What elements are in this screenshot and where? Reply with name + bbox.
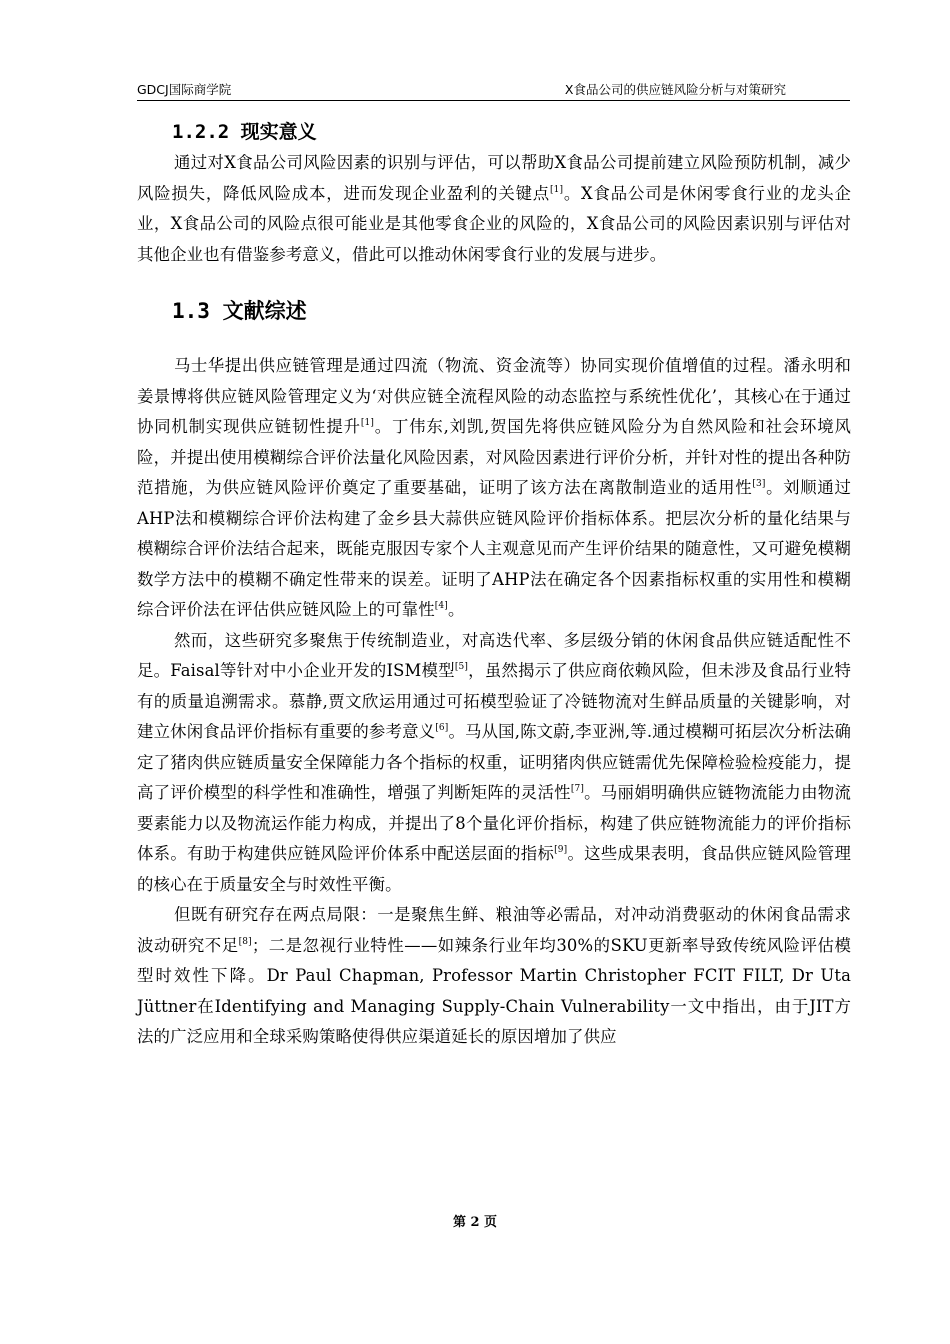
page-number: 第 2 页 (452, 1215, 498, 1230)
citation-ref: [8] (238, 936, 252, 947)
paragraph-lit-review-2 (137, 626, 851, 901)
citation-ref: [4] (434, 601, 448, 611)
text-run: 通过对X食品公司风险因素的识别与评估，可以帮助X食品公司提前建立风险预防机制，减少风险损失，降低风险成本，进而发现企业盈利的关键点 (137, 153, 851, 203)
page-header (137, 78, 850, 101)
text-run: 然而，这些研究多聚焦于传统制造业，对高迭代率、多层级分销的休闲食品供应链适配性不足。Faisal等针对中小企业开发的ISM模型 (137, 630, 851, 680)
citation-ref: [1] (360, 418, 375, 428)
paragraph-lit-review-1 (137, 351, 851, 626)
text-run: ；二是忽视行业特性——如辣条行业年均30%的SKU更新率导致传统风险评估模型时效性下降。Dr Paul Chapman, Professor Martin Christopher FCIT FILT, Dr Uta Jüttner在Identifying and Managing Supply-Chain Vulnerability一文中指出，由于JIT方法的广泛应用和全球采购策略使得供应渠道延长的原因增加了供应 (137, 935, 851, 1046)
citation-ref: [6] (435, 723, 449, 733)
text-run: 。 (447, 600, 465, 619)
text-run: 。X食品公司是休闲零食行业的龙头企业，X食品公司的风险点很可能业是其他零食企业的风险的，X食品公司的风险因素识别与评估对其他企业也有借鉴参考意义，借此可以推动休闲零食行业的发展与进步。 (137, 183, 851, 264)
text-run: 。这些成果表明，食品供应链风险管理的核心在于质量安全与时效性平衡。 (137, 844, 851, 894)
text-run: 。丁伟东,刘凯,贺国先将供应链风险分为自然风险和社会环境风险，并提出使用模糊综合评价法量化风险因素，对风险因素进行评价分析，并针对性的提出各种防范措施，为供应链风险评价奠定了重要基础，证明了该方法在离散制造业的适用性 (137, 417, 851, 497)
section-title-1-3: 1.3 文献综述 (172, 299, 307, 323)
subsection-title-1-2-2: 1.2.2 现实意义 (172, 121, 317, 143)
header-thesis-title: X食品公司的供应链风险分析与对策研究 (564, 82, 786, 97)
text-run: 马士华提出供应链管理是通过四流（物流、资金流等）协同实现价值增值的过程。潘永明和姜景博将供应链风险管理定义为‘对供应链全流程风险的动态监控与系统性优化’，其核心在于通过协同机制实现供应链韧性提升 (137, 356, 851, 436)
citation-ref: [1] (549, 184, 564, 195)
text-run: ，虽然揭示了供应商依赖风险，但未涉及食品行业特有的质量追溯需求。慕静,贾文欣运用通过可拓模型验证了冷链物流对生鲜品质量的关键影响，对建立休闲食品评价指标有重要的参考意义 (137, 661, 852, 741)
text-run: 。马从国,陈文蔚,李亚洲,等.通过模糊可拓层次分析法确定了猪肉供应链质量安全保障能力各个指标的权重，证明猪肉供应链需优先保障检验检疫能力，提高了评价模型的科学性和准确性，增强了判断矩阵的灵活性 (137, 722, 852, 802)
text-run: 但既有研究存在两点局限：一是聚焦生鲜、粮油等必需品，对冲动消费驱动的休闲食品需求波动研究不足 (137, 905, 851, 955)
header-school-name: GDCJ国际商学院 (137, 82, 232, 97)
paragraph-lit-review-3 (137, 900, 851, 1053)
citation-ref: [5] (454, 662, 469, 672)
page-body (137, 116, 851, 1053)
text-run: 。刘顺通过AHP法和模糊综合评价法构建了金乡县大蒜供应链风险评价指标体系。把层次分析的量化结果与模糊综合评价法结合起来，既能克服因专家个人主观意见而产生评价结果的随意性，又可避免模糊数学方法中的模糊不确定性带来的误差。证明了AHP法在确定各个因素指标权重的实用性和模糊综合评价法在评估供应链风险上的可靠性 (137, 478, 851, 619)
citation-ref: [3] (752, 479, 766, 489)
citation-ref: [7] (570, 784, 585, 794)
paragraph-practical-significance (137, 148, 851, 270)
citation-ref: [9] (554, 845, 568, 855)
text-run: 。马丽娟明确供应链物流能力由物流要素能力以及物流运作能力构成，并提出了8个量化评价指标，构建了供应链物流能力的评价指标体系。有助于构建供应链风险评价体系中配送层面的指标 (137, 783, 851, 863)
